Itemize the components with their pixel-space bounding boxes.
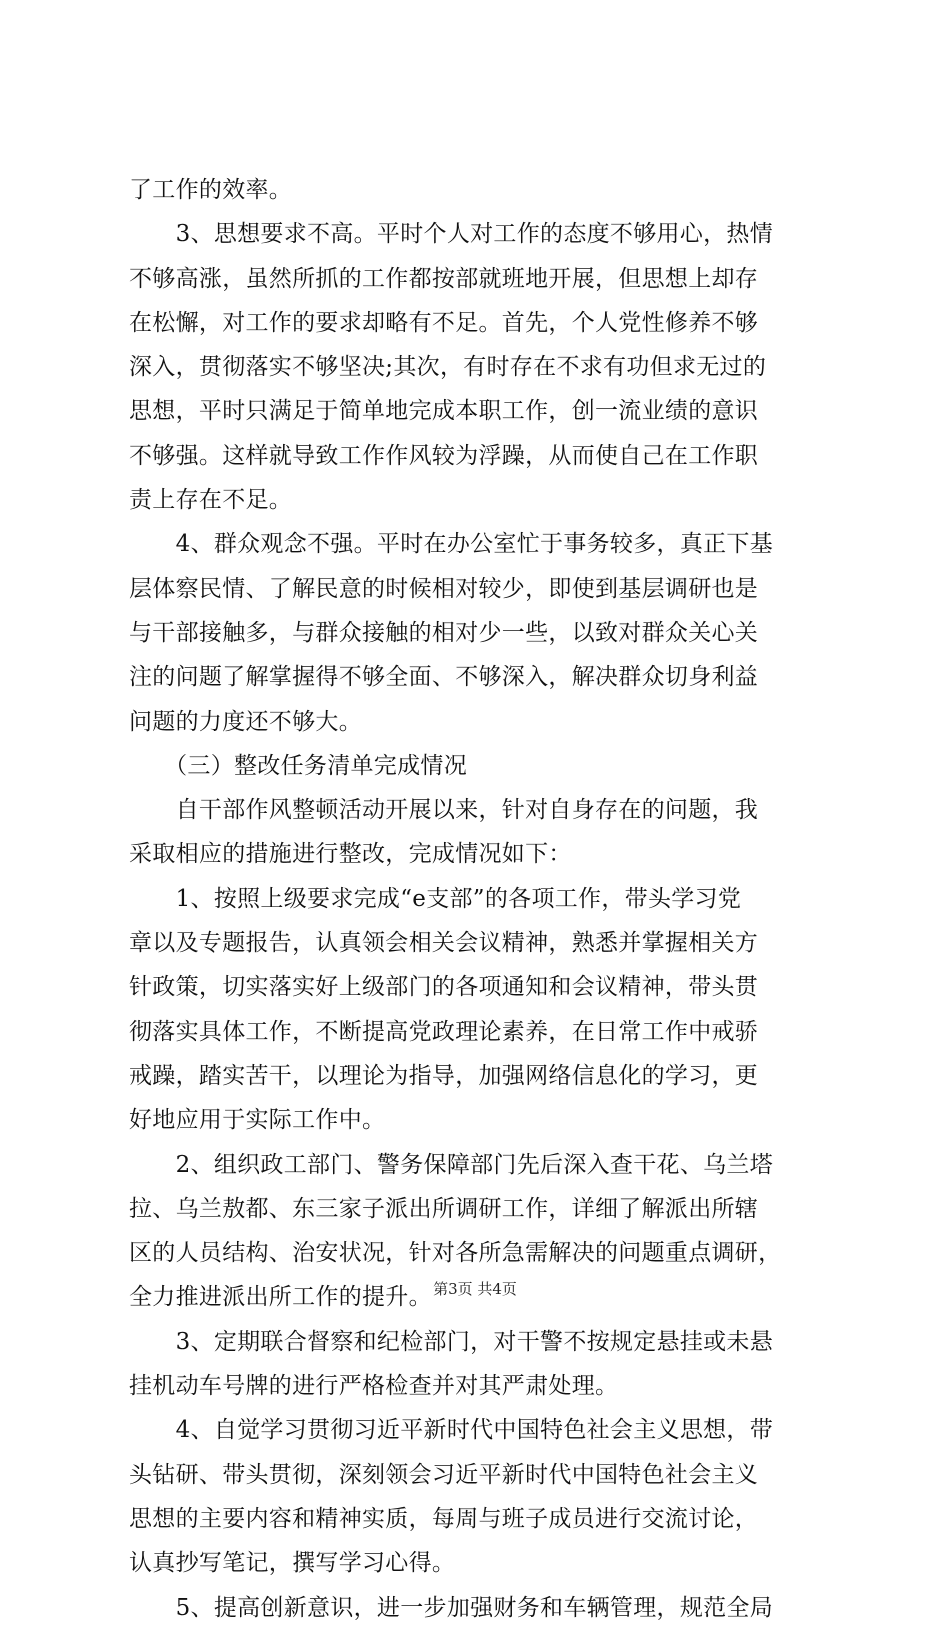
text-line: 层体察民情、了解民意的时候相对较少，即使到基层调研也是 bbox=[129, 575, 759, 602]
text-line: 4、群众观念不强。平时在办公室忙于事务较多，真正下基 bbox=[129, 531, 774, 558]
text-line: 5、提高创新意识，进一步加强财务和车辆管理，规范全局 bbox=[129, 1594, 774, 1621]
text-line: 章以及专题报告，认真领会相关会议精神，熟悉并掌握相关方 bbox=[129, 930, 759, 957]
text-line: 认真抄写笔记，撰写学习心得。 bbox=[129, 1550, 456, 1577]
text-line: 针政策，切实落实好上级部门的各项通知和会议精神，带头贯 bbox=[129, 974, 759, 1001]
text-line: 戒躁，踏实苦干，以理论为指导，加强网络信息化的学习，更 bbox=[129, 1062, 759, 1089]
body-text bbox=[129, 168, 829, 1630]
text-line: 好地应用于实际工作中。 bbox=[129, 1107, 386, 1134]
text-line: 1、按照上级要求完成“e支部”的各项工作，带头学习党 bbox=[129, 885, 742, 912]
page-number-label: 第3页 共4页 bbox=[433, 1280, 517, 1298]
text-line: 注的问题了解掌握得不够全面、不够深入，解决群众切身利益 bbox=[129, 664, 759, 691]
text-line: 与干部接触多，与群众接触的相对少一些，以致对群众关心关 bbox=[129, 619, 759, 646]
text-line: 3、定期联合督察和纪检部门，对干警不按规定悬挂或未悬 bbox=[129, 1328, 774, 1355]
text-line: 思想的主要内容和精神实质，每周与班子成员进行交流讨论， bbox=[129, 1505, 759, 1532]
text-line: 不够高涨，虽然所抓的工作都按部就班地开展，但思想上却存 bbox=[129, 265, 759, 292]
section-heading: （三）整改任务清单完成情况 bbox=[129, 752, 467, 779]
text-line: 问题的力度还不够大。 bbox=[129, 708, 362, 735]
text-line: 责上存在不足。 bbox=[129, 487, 293, 514]
text-line: 在松懈，对工作的要求却略有不足。首先，个人党性修养不够 bbox=[129, 309, 759, 336]
text-line: 深入，贯彻落实不够坚决;其次，有时存在不求有功但求无过的 bbox=[129, 354, 767, 381]
text-line: 自干部作风整顿活动开展以来，针对自身存在的问题，我 bbox=[129, 797, 759, 824]
text-line: 挂机动车号牌的进行严格检查并对其严肃处理。 bbox=[129, 1373, 619, 1400]
text-line: 拉、乌兰敖都、东三家子派出所调研工作，详细了解派出所辖 bbox=[129, 1195, 759, 1222]
text-line: 彻落实具体工作，不断提高党政理论素养，在日常工作中戒骄 bbox=[129, 1018, 759, 1045]
text-line: 思想，平时只满足于简单地完成本职工作，创一流业绩的意识 bbox=[129, 398, 759, 425]
text-line: 了工作的效率。 bbox=[129, 177, 293, 203]
text-line: 头钻研、带头贯彻，深刻领会习近平新时代中国特色社会主义 bbox=[129, 1461, 759, 1488]
text-line: 4、自觉学习贯彻习近平新时代中国特色社会主义思想，带 bbox=[129, 1417, 774, 1444]
text-line: 区的人员结构、治安状况，针对各所急需解决的问题重点调研， bbox=[129, 1240, 782, 1267]
page-footer bbox=[0, 1278, 950, 1299]
text-line: 采取相应的措施进行整改，完成情况如下： bbox=[129, 841, 572, 868]
text-line: 3、思想要求不高。平时个人对工作的态度不够用心，热情 bbox=[129, 221, 774, 248]
text-line: 全力推进派出所工作的提升。 bbox=[129, 1284, 432, 1311]
text-line: 2、组织政工部门、警务保障部门先后深入查干花、乌兰塔 bbox=[129, 1151, 774, 1178]
text-line: 不够强。这样就导致工作作风较为浮躁，从而使自己在工作职 bbox=[129, 442, 759, 469]
